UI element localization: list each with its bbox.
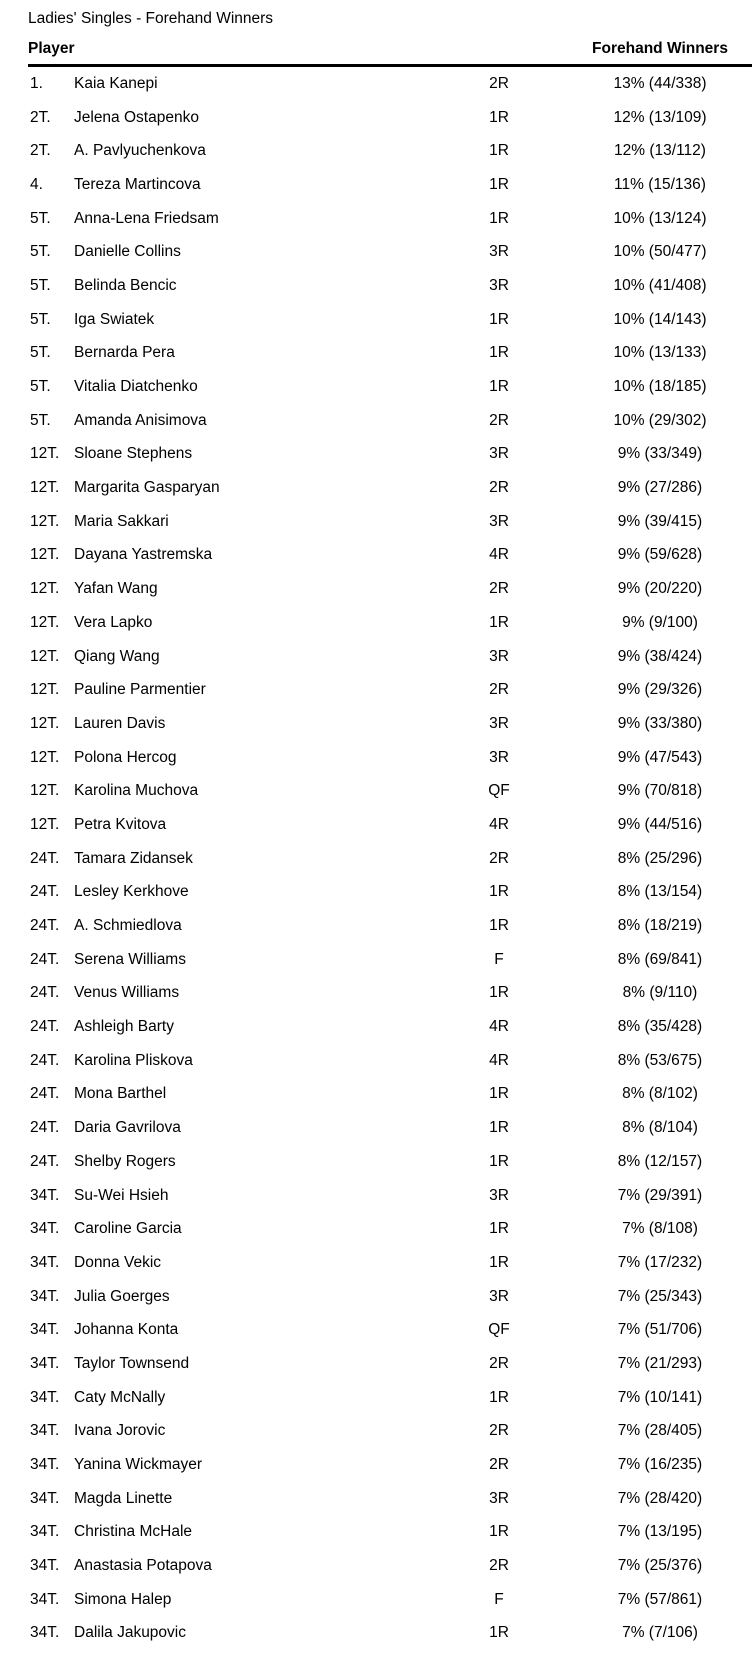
rank-cell: 2T. xyxy=(30,108,51,126)
rank-cell: 34T. xyxy=(30,1321,60,1339)
table-row xyxy=(28,438,752,472)
round-cell: QF xyxy=(488,782,510,800)
player-name-cell: Qiang Wang xyxy=(74,647,160,665)
table-row xyxy=(28,269,752,303)
rank-cell: 12T. xyxy=(30,815,60,833)
round-cell: 3R xyxy=(489,647,509,665)
rank-cell: 34T. xyxy=(30,1523,60,1541)
stat-cell: 10% (50/477) xyxy=(613,243,707,261)
table-row xyxy=(28,505,752,539)
table-row xyxy=(28,1145,752,1179)
table-row xyxy=(28,235,752,269)
rank-cell: 12T. xyxy=(30,714,60,732)
player-name-cell: Daria Gavrilova xyxy=(74,1119,181,1137)
round-cell: 1R xyxy=(489,1119,509,1137)
player-name-cell: Kaia Kanepi xyxy=(74,74,158,92)
stat-cell: 9% (9/100) xyxy=(622,613,698,631)
stat-cell: 10% (18/185) xyxy=(613,378,707,396)
stat-cell: 10% (13/133) xyxy=(613,344,707,362)
stat-cell: 8% (13/154) xyxy=(617,883,703,901)
round-cell: 1R xyxy=(489,917,509,935)
player-name-cell: Sloane Stephens xyxy=(74,445,193,463)
stat-cell: 10% (29/302) xyxy=(613,411,707,429)
table-row xyxy=(28,707,752,741)
player-name-cell: Petra Kvitova xyxy=(74,815,167,833)
table-row xyxy=(28,1111,752,1145)
stat-cell: 12% (13/112) xyxy=(614,142,706,160)
round-cell: 4R xyxy=(489,1051,509,1069)
page-title: Ladies' Singles - Forehand Winners xyxy=(28,10,274,27)
player-name-cell: Christina McHale xyxy=(74,1523,193,1541)
stat-cell: 10% (13/124) xyxy=(613,209,707,227)
stat-cell: 7% (25/376) xyxy=(617,1557,703,1575)
player-name-cell: Shelby Rogers xyxy=(74,1152,176,1170)
round-cell: 3R xyxy=(489,748,509,766)
player-name-cell: Belinda Bencic xyxy=(74,276,177,294)
stat-cell: 9% (59/628) xyxy=(617,546,703,564)
round-cell: 3R xyxy=(489,1287,509,1305)
player-name-cell: Anna-Lena Friedsam xyxy=(74,209,219,227)
table-row xyxy=(28,1078,752,1112)
rank-cell: 24T. xyxy=(30,1119,60,1137)
player-name-cell: Ashleigh Barty xyxy=(74,1018,174,1036)
player-name-cell: Dalila Jakupovic xyxy=(74,1624,186,1642)
rank-cell: 5T. xyxy=(30,310,51,328)
stat-cell: 9% (29/326) xyxy=(617,681,703,699)
player-name-cell: Tereza Martincova xyxy=(74,175,201,193)
round-cell: 1R xyxy=(489,1523,509,1541)
rank-cell: 1. xyxy=(30,74,43,92)
round-cell: 1R xyxy=(489,613,509,631)
table-row xyxy=(28,640,752,674)
table-row xyxy=(28,1044,752,1078)
rank-cell: 34T. xyxy=(30,1557,60,1575)
player-name-cell: Su-Wei Hsieh xyxy=(74,1186,169,1204)
table-row xyxy=(28,673,752,707)
player-name-cell: Simona Halep xyxy=(74,1590,172,1608)
table-row xyxy=(28,168,752,202)
table-row xyxy=(28,876,752,910)
stat-cell: 13% (44/338) xyxy=(613,74,707,92)
round-cell: 2R xyxy=(489,1557,509,1575)
table-row xyxy=(28,606,752,640)
player-name-cell: Jelena Ostapenko xyxy=(74,108,199,126)
rank-cell: 34T. xyxy=(30,1388,60,1406)
rank-cell: 24T. xyxy=(30,950,60,968)
stat-cell: 8% (35/428) xyxy=(617,1018,703,1036)
player-name-cell: Margarita Gasparyan xyxy=(74,479,220,497)
table-row xyxy=(28,1516,752,1550)
player-name-cell: Johanna Konta xyxy=(74,1321,179,1339)
round-cell: 1R xyxy=(489,108,509,126)
round-cell: 3R xyxy=(489,512,509,530)
rank-cell: 24T. xyxy=(30,883,60,901)
round-cell: 3R xyxy=(489,1186,509,1204)
rank-cell: 12T. xyxy=(30,647,60,665)
stat-cell: 7% (57/861) xyxy=(617,1590,703,1608)
stat-cell: 7% (8/108) xyxy=(622,1220,698,1238)
rank-cell: 34T. xyxy=(30,1456,60,1474)
table-row xyxy=(28,370,752,404)
rank-cell: 34T. xyxy=(30,1220,60,1238)
rank-cell: 24T. xyxy=(30,1085,60,1103)
round-cell: 1R xyxy=(489,142,509,160)
table-row xyxy=(28,1212,752,1246)
column-header-forehand-winners: Forehand Winners xyxy=(592,40,728,57)
stat-cell: 7% (51/706) xyxy=(617,1321,703,1339)
round-cell: 4R xyxy=(489,1018,509,1036)
stat-cell: 8% (53/675) xyxy=(617,1051,703,1069)
player-name-cell: Julia Goerges xyxy=(74,1287,170,1305)
stat-cell: 12% (13/109) xyxy=(613,108,707,126)
rank-cell: 12T. xyxy=(30,613,60,631)
table-row xyxy=(28,1448,752,1482)
round-cell: 3R xyxy=(489,243,509,261)
player-name-cell: Danielle Collins xyxy=(74,243,181,261)
rank-cell: 12T. xyxy=(30,681,60,699)
player-name-cell: Venus Williams xyxy=(74,984,180,1002)
rank-cell: 12T. xyxy=(30,782,60,800)
round-cell: 3R xyxy=(489,445,509,463)
stat-cell: 7% (17/232) xyxy=(617,1253,703,1271)
round-cell: F xyxy=(494,950,504,968)
stat-cell: 8% (69/841) xyxy=(617,950,703,968)
rank-cell: 12T. xyxy=(30,479,60,497)
rank-cell: 34T. xyxy=(30,1624,60,1642)
stat-cell: 9% (70/818) xyxy=(617,782,703,800)
table-row xyxy=(28,1179,752,1213)
rank-cell: 24T. xyxy=(30,1051,60,1069)
round-cell: 2R xyxy=(489,1456,509,1474)
stat-cell: 9% (44/516) xyxy=(617,815,703,833)
stat-cell: 9% (27/286) xyxy=(617,479,703,497)
table-body xyxy=(28,67,752,1650)
round-cell: F xyxy=(494,1590,504,1608)
rank-cell: 24T. xyxy=(30,849,60,867)
player-name-cell: Yafan Wang xyxy=(74,580,158,598)
stat-cell: 9% (38/424) xyxy=(617,647,703,665)
rank-cell: 5T. xyxy=(30,378,51,396)
stat-cell: 7% (13/195) xyxy=(617,1523,703,1541)
round-cell: 2R xyxy=(489,479,509,497)
round-cell: 2R xyxy=(489,1354,509,1372)
player-name-cell: Amanda Anisimova xyxy=(74,411,207,429)
round-cell: 2R xyxy=(489,681,509,699)
rank-cell: 5T. xyxy=(30,411,51,429)
table-row xyxy=(28,774,752,808)
table-row xyxy=(28,1347,752,1381)
player-name-cell: Mona Barthel xyxy=(74,1085,167,1103)
round-cell: 2R xyxy=(489,849,509,867)
rank-cell: 24T. xyxy=(30,917,60,935)
player-name-cell: Serena Williams xyxy=(74,950,186,968)
stat-cell: 8% (8/104) xyxy=(622,1119,698,1137)
round-cell: 1R xyxy=(489,378,509,396)
table-row xyxy=(28,1482,752,1516)
rank-cell: 12T. xyxy=(30,445,60,463)
rank-cell: 12T. xyxy=(30,748,60,766)
player-name-cell: Maria Sakkari xyxy=(74,512,169,530)
round-cell: 1R xyxy=(489,1085,509,1103)
table-row xyxy=(28,842,752,876)
rank-cell: 2T. xyxy=(30,142,51,160)
stat-cell: 9% (33/380) xyxy=(617,714,703,732)
player-name-cell: Donna Vekic xyxy=(74,1253,162,1271)
stat-cell: 11% (15/136) xyxy=(614,175,706,193)
table-row xyxy=(28,303,752,337)
stat-cell: 8% (25/296) xyxy=(617,849,703,867)
player-name-cell: Pauline Parmentier xyxy=(74,681,206,699)
player-name-cell: Lesley Kerkhove xyxy=(74,883,189,901)
rank-cell: 34T. xyxy=(30,1253,60,1271)
table-row xyxy=(28,471,752,505)
player-name-cell: Ivana Jorovic xyxy=(74,1422,166,1440)
table-row xyxy=(28,202,752,236)
stat-cell: 7% (25/343) xyxy=(617,1287,703,1305)
player-name-cell: Taylor Townsend xyxy=(74,1354,190,1372)
rank-cell: 5T. xyxy=(30,276,51,294)
table-row xyxy=(28,337,752,371)
player-name-cell: Vitalia Diatchenko xyxy=(74,378,198,396)
stat-cell: 10% (14/143) xyxy=(613,310,707,328)
table-row xyxy=(28,572,752,606)
round-cell: 1R xyxy=(489,1220,509,1238)
round-cell: 1R xyxy=(489,1624,509,1642)
player-name-cell: Polona Hercog xyxy=(74,748,177,766)
round-cell: 1R xyxy=(489,209,509,227)
player-name-cell: Iga Swiatek xyxy=(74,310,155,328)
stat-cell: 8% (12/157) xyxy=(617,1152,703,1170)
rank-cell: 34T. xyxy=(30,1354,60,1372)
rank-cell: 5T. xyxy=(30,209,51,227)
table-header-row xyxy=(28,40,752,67)
round-cell: QF xyxy=(488,1321,510,1339)
stat-cell: 7% (10/141) xyxy=(617,1388,703,1406)
player-name-cell: A. Pavlyuchenkova xyxy=(74,142,206,160)
rank-cell: 34T. xyxy=(30,1422,60,1440)
table-row xyxy=(28,1415,752,1449)
round-cell: 1R xyxy=(489,310,509,328)
player-name-cell: Lauren Davis xyxy=(74,714,166,732)
rank-cell: 12T. xyxy=(30,512,60,530)
round-cell: 1R xyxy=(489,883,509,901)
player-name-cell: Caroline Garcia xyxy=(74,1220,182,1238)
round-cell: 4R xyxy=(489,815,509,833)
player-name-cell: Magda Linette xyxy=(74,1489,173,1507)
rank-cell: 12T. xyxy=(30,546,60,564)
round-cell: 2R xyxy=(489,580,509,598)
table-row xyxy=(28,67,752,101)
table-row xyxy=(28,977,752,1011)
rank-cell: 34T. xyxy=(30,1590,60,1608)
round-cell: 3R xyxy=(489,276,509,294)
stat-cell: 7% (28/420) xyxy=(617,1489,703,1507)
player-name-cell: Yanina Wickmayer xyxy=(74,1456,203,1474)
stat-cell: 7% (21/293) xyxy=(617,1354,703,1372)
stat-cell: 9% (33/349) xyxy=(617,445,703,463)
rank-cell: 24T. xyxy=(30,1018,60,1036)
stat-cell: 8% (18/219) xyxy=(617,917,703,935)
rank-cell: 24T. xyxy=(30,1152,60,1170)
rank-cell: 5T. xyxy=(30,243,51,261)
round-cell: 4R xyxy=(489,546,509,564)
stat-cell: 7% (28/405) xyxy=(617,1422,703,1440)
rank-cell: 34T. xyxy=(30,1287,60,1305)
stat-cell: 9% (39/415) xyxy=(617,512,703,530)
player-name-cell: Anastasia Potapova xyxy=(74,1557,212,1575)
table-row xyxy=(28,539,752,573)
stat-cell: 9% (20/220) xyxy=(617,580,703,598)
round-cell: 1R xyxy=(489,1253,509,1271)
rank-cell: 5T. xyxy=(30,344,51,362)
stat-cell: 7% (7/106) xyxy=(622,1624,698,1642)
table-row xyxy=(28,1313,752,1347)
player-name-cell: Karolina Muchova xyxy=(74,782,199,800)
player-name-cell: Karolina Pliskova xyxy=(74,1051,193,1069)
player-name-cell: Caty McNally xyxy=(74,1388,166,1406)
round-cell: 1R xyxy=(489,1152,509,1170)
round-cell: 3R xyxy=(489,1489,509,1507)
table-row xyxy=(28,741,752,775)
table-row xyxy=(28,1246,752,1280)
round-cell: 2R xyxy=(489,411,509,429)
table-row xyxy=(28,808,752,842)
round-cell: 1R xyxy=(489,984,509,1002)
table-row xyxy=(28,1010,752,1044)
player-name-cell: Dayana Yastremska xyxy=(74,546,213,564)
table-row xyxy=(28,1617,752,1651)
stat-cell: 7% (16/235) xyxy=(617,1456,703,1474)
table-row xyxy=(28,404,752,438)
round-cell: 1R xyxy=(489,175,509,193)
stat-cell: 8% (8/102) xyxy=(622,1085,698,1103)
player-name-cell: Bernarda Pera xyxy=(74,344,175,362)
player-name-cell: Vera Lapko xyxy=(74,613,153,631)
table-row xyxy=(28,1549,752,1583)
table-row xyxy=(28,134,752,168)
round-cell: 3R xyxy=(489,714,509,732)
table-row xyxy=(28,943,752,977)
column-header-player: Player xyxy=(28,40,75,57)
stat-cell: 8% (9/110) xyxy=(622,984,698,1002)
table-row xyxy=(28,101,752,135)
table-row xyxy=(28,1583,752,1617)
table-row xyxy=(28,909,752,943)
table-row xyxy=(28,1280,752,1314)
rank-cell: 12T. xyxy=(30,580,60,598)
stat-cell: 9% (47/543) xyxy=(617,748,703,766)
stat-cell: 7% (29/391) xyxy=(617,1186,703,1204)
round-cell: 1R xyxy=(489,1388,509,1406)
rank-cell: 4. xyxy=(30,175,43,193)
rank-cell: 34T. xyxy=(30,1489,60,1507)
round-cell: 2R xyxy=(489,74,509,92)
round-cell: 2R xyxy=(489,1422,509,1440)
rank-cell: 24T. xyxy=(30,984,60,1002)
stats-table xyxy=(28,40,752,1650)
table-row xyxy=(28,1381,752,1415)
player-name-cell: A. Schmiedlova xyxy=(74,917,182,935)
player-name-cell: Tamara Zidansek xyxy=(74,849,193,867)
rank-cell: 34T. xyxy=(30,1186,60,1204)
round-cell: 1R xyxy=(489,344,509,362)
stat-cell: 10% (41/408) xyxy=(613,276,707,294)
